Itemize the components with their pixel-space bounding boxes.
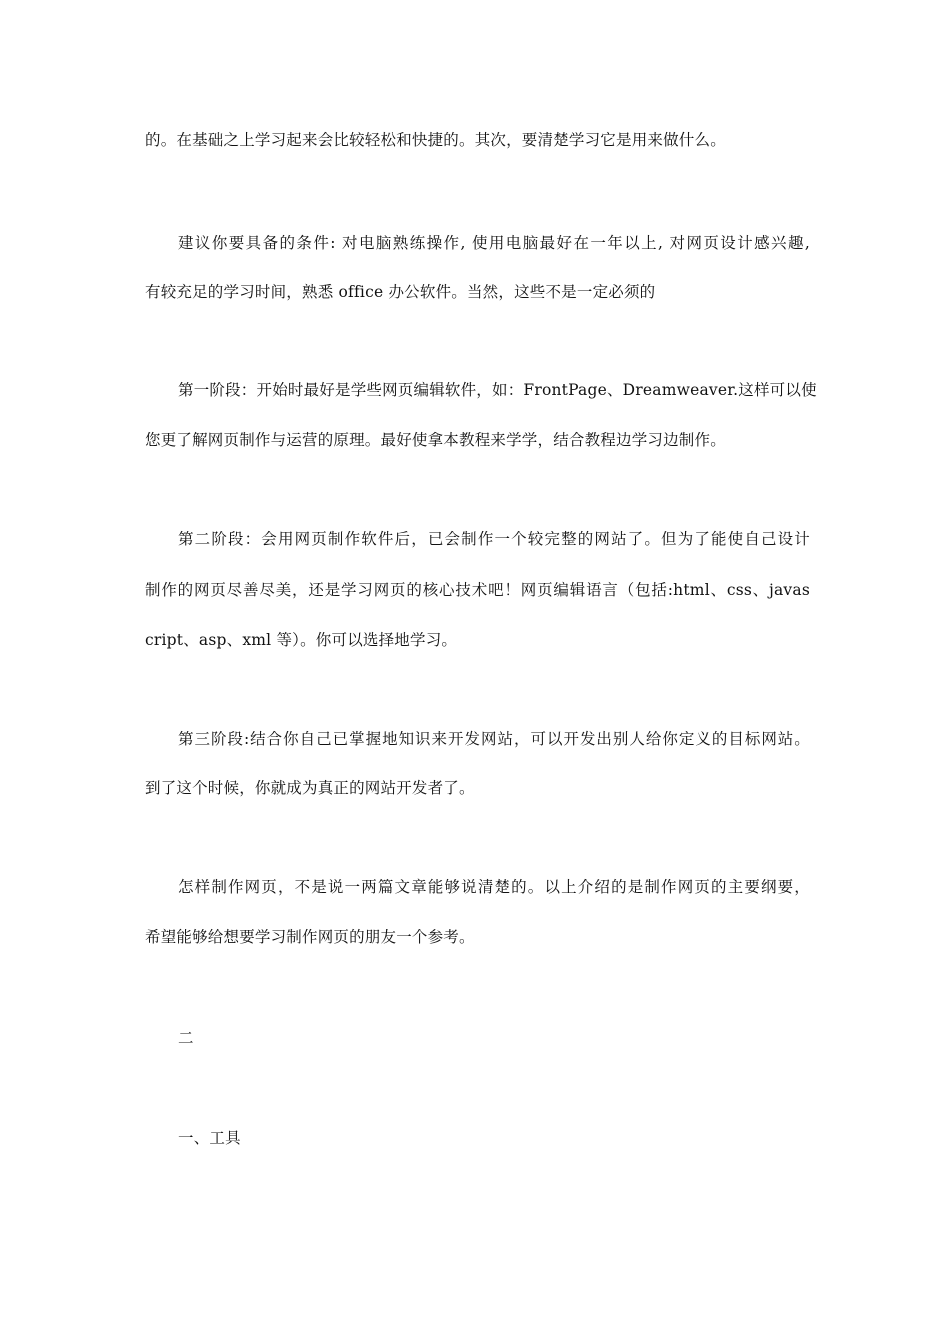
paragraph-line: 第二阶段：会用网页制作软件后，已会制作一个较完整的网站了。但为了能使自己设计 [178,530,810,548]
paragraph-line: 建议你要具备的条件: 对电脑熟练操作, 使用电脑最好在一年以上, 对网页设计感兴趣, [178,234,810,252]
paragraph-line: cript、asp、xml 等）。你可以选择地学习。 [145,631,458,649]
paragraph-line: 希望能够给想要学习制作网页的朋友一个参考。 [145,928,475,946]
paragraph-line: 到了这个时候，你就成为真正的网站开发者了。 [145,779,475,797]
paragraph-line: 您更了解网页制作与运营的原理。最好使拿本教程来学学，结合教程边学习边制作。 [145,431,726,449]
paragraph-line: 怎样制作网页，不是说一两篇文章能够说清楚的。以上介绍的是制作网页的主要纲要， [178,878,810,896]
section-heading: 一、工具 [178,1129,241,1147]
paragraph-line: 的。在基础之上学习起来会比较轻松和快捷的。其次，要清楚学习它是用来做什么。 [145,131,726,149]
paragraph-line: 制作的网页尽善尽美，还是学习网页的核心技术吧！网页编辑语言（包括:html、css、javas [145,581,810,599]
paragraph-line: 第三阶段:结合你自己已掌握地知识来开发网站，可以开发出别人给你定义的目标网站。 [178,730,810,748]
paragraph-line: 第一阶段：开始时最好是学些网页编辑软件，如：FrontPage、Dreamweaver.这样可以使 [178,381,817,399]
section-number: 二 [178,1029,194,1047]
paragraph-line: 有较充足的学习时间，熟悉 office 办公软件。当然，这些不是一定必须的 [145,283,656,301]
